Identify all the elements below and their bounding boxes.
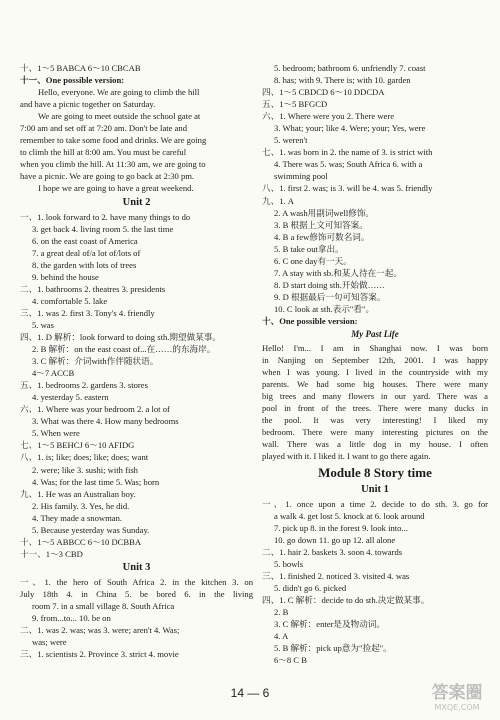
answer-line: 10. go down 11. go up 12. all alone: [274, 534, 396, 545]
answer-line: 六、1. Where were you 2. There were: [262, 111, 395, 122]
answer-line: 9. from...to... 10. be on: [32, 613, 111, 624]
answer-line: 七、1～5 BEHCJ 6～10 AFIDG: [20, 440, 135, 451]
answer-line: big trees and many flowers in our yard. There was a: [262, 391, 488, 402]
answer-line: 3. C 解析：enter是及物动词。: [274, 618, 385, 629]
answer-line: 4. A: [274, 631, 289, 642]
answer-line: 4. yesterday 5. eastern: [32, 392, 109, 403]
essay-title: My Past Life: [351, 329, 399, 340]
answer-line: 5. Because yesterday was Sunday.: [32, 524, 150, 535]
answer-line: Hello, everyone. We are going to climb the hill: [38, 87, 200, 98]
module-heading: Module 8 Story time: [318, 464, 432, 480]
answer-line: 6. C one day有一天。: [274, 255, 352, 266]
answer-line: 6～8 C B: [274, 655, 307, 666]
answer-line: when I was young. I lived in the countryside with my: [262, 367, 488, 378]
answer-line: 一、1. look forward to 2. have many things to do: [20, 211, 191, 222]
svg-text:MXQE.COM: MXQE.COM: [434, 703, 480, 712]
answer-line: 7. a great deal of/a lot of/lots of: [32, 247, 141, 258]
answer-line: 七、1. was born in 2. the name of 3. is strict with: [262, 147, 433, 158]
answer-line: 4. There was 5. was; South Africa 6. with a: [274, 159, 423, 170]
answer-line: 4. Was; for the last time 5. Was; born: [32, 476, 160, 487]
answer-line: 5. When were: [32, 428, 80, 439]
answer-line: 3. What was there 4. How many bedrooms: [32, 416, 179, 427]
section-label: 十、One possible version:: [262, 315, 358, 326]
answer-line: 5. B 解析：pick up意为"捡起"。: [274, 643, 392, 654]
answer-line: 3. B 根据上文可知答案。: [274, 219, 368, 230]
answer-line: July 18th 4. in China 5. be bored 6. in the living: [20, 588, 253, 599]
answer-line: 八、1. is; like; does; like; does; want: [20, 452, 149, 463]
answer-line: 5. bowls: [274, 558, 304, 569]
answer-line: I hope we are going to have a great weekend.: [38, 183, 194, 194]
answer-line: 一、1. once upon a time 2. decide to do sth. 3. go for: [262, 498, 488, 509]
unit-heading: Unit 1: [361, 483, 389, 495]
answer-line: 7:00 am and set off at 7:20 am. Don't be late and: [20, 123, 188, 134]
left-column: [20, 62, 253, 660]
answer-line: 2. were; like 3. sushi; with fish: [32, 464, 138, 475]
answer-line: was; were: [32, 637, 67, 648]
answer-line: 十、1～5 BABCA 6～10 CBCAB: [20, 63, 141, 73]
answer-line: 十、1～5 ABBCC 6～10 DCBBA: [20, 536, 142, 547]
answer-line: 五、1. bedrooms 2. gardens 3. stores: [20, 380, 148, 391]
answer-line: wall. There was a little dog in my house. I often: [262, 439, 488, 450]
section-label: 十一、One possible version:: [20, 75, 125, 86]
answer-line: played with it. I liked it. I want to go there again.: [262, 451, 431, 462]
answer-line: the pool. It was very interesting! I liked my: [262, 415, 488, 426]
answer-line: 九、1. A: [262, 195, 294, 206]
answer-line: remember to take some food and drinks. We are going: [20, 135, 207, 146]
answer-line: 4. B a few修饰可数名词。: [274, 231, 370, 242]
watermark-logo-icon: [422, 676, 492, 714]
answer-line: 2. B 解析：on the east coast of...在……的东海岸。: [32, 344, 216, 355]
answer-line: 九、1. He was an Australian boy.: [20, 488, 136, 499]
answer-line: 5. bedroom; bathroom 6. unfriendly 7. coast: [274, 63, 426, 73]
answer-line: 9. D 根据最后一句可知答案。: [274, 291, 386, 302]
answer-line: parents. We had some big houses. There were many: [262, 379, 488, 390]
answer-line: 4～7 ACCB: [32, 368, 75, 379]
answer-line: 十一、1～3 CBD: [20, 548, 83, 559]
answer-line: 四、1～5 CBDCD 6～10 DDCDA: [262, 87, 385, 98]
answer-line: 7. A stay with sb.和某人待在一起。: [274, 267, 402, 278]
page-number: 14 — 6: [230, 686, 270, 700]
answer-line: 3. get back 4. living room 5. the last time: [32, 223, 174, 234]
answer-line: Hello! I'm... I am in Shanghai now. I was born: [262, 343, 488, 354]
answer-line: bedroom. There were many interesting pictures on the: [262, 427, 488, 438]
right-column: [262, 62, 488, 666]
answer-line: 2. A wash用副词well修饰。: [274, 207, 375, 218]
answer-line: 4. They made a snowman.: [32, 512, 123, 523]
svg-text:答案圈: 答案圈: [431, 683, 483, 703]
unit-heading: Unit 2: [122, 196, 151, 208]
answer-line: 9. behind the house: [32, 271, 99, 282]
answer-line: 三、1. scientists 2. Province 3. strict 4. movie: [20, 649, 179, 660]
answer-line: 四、1. C 解析：decide to do sth.决定做某事。: [262, 594, 430, 605]
answer-line: 3. C 解析：介词with作伴随状语。: [32, 356, 159, 367]
answer-line: 五、1～5 BFGCD: [262, 99, 328, 110]
answer-line: room 7. in a small village 8. South Africa: [32, 600, 175, 611]
answer-line: have a picnic. We are going to go back at 2:30 pm.: [20, 171, 195, 182]
answer-line: 一、1. the hero of South Africa 2. in the kitchen 3. on: [20, 576, 253, 587]
answer-line: 四、1. D 解析：look forward to doing sth.期望做某事。: [20, 331, 221, 342]
answer-line: 二、1. was 2. was; was 3. were; aren't 4. Was;: [20, 625, 180, 636]
answer-line: 8. D start doing sth.开始做……: [274, 279, 385, 290]
answer-line: to climb the hill at 8:00 am. You must be careful: [20, 147, 187, 158]
answer-line: swimming pool: [274, 171, 328, 182]
answer-line: 5. didn't go 6. picked: [274, 582, 347, 593]
answer-line: 二、1. hair 2. baskets 3. soon 4. towards: [262, 546, 403, 557]
answer-line: 六、1. Where was your bedroom 2. a lot of: [20, 404, 170, 415]
answer-line: 10. C look at sth.表示"看"。: [274, 303, 375, 314]
answer-line: in Nanjing on September 12th, 2001. I was happy: [262, 355, 488, 366]
answer-line: 8. the garden with lots of trees: [32, 259, 137, 270]
answer-line: 5. was: [32, 319, 54, 330]
answer-line: 4. comfortable 5. lake: [32, 295, 108, 306]
answer-line: 5. weren't: [274, 135, 308, 146]
answer-line: when you climb the hill. At 11:30 am, we are going to: [20, 159, 206, 170]
answer-line: a walk 4. get lost 5. knock at 6. look around: [274, 510, 425, 521]
answer-line: 2. His family. 3. Yes, he did.: [32, 500, 130, 511]
answer-line: We are going to meet outside the school gate at: [38, 111, 201, 122]
answer-line: 三、1. was 2. first 3. Tony's 4. friendly: [20, 307, 155, 318]
unit-heading: Unit 3: [122, 561, 151, 573]
answer-line: 八、1. first 2. was; is 3. will be 4. was 5. friendly: [262, 183, 433, 194]
answer-line: 8. has; with 9. There is; with 10. garden: [274, 75, 411, 86]
answer-line: 6. on the east coast of America: [32, 235, 138, 246]
answer-line: 7. pick up 8. in the forest 9. look into...: [274, 522, 408, 533]
answer-line: 二、1. bathrooms 2. theatres 3. presidents: [20, 283, 166, 294]
answer-line: 3. What; your; like 4. Were; your; Yes, were: [274, 123, 426, 134]
answer-line: 三、1. finished 2. noticed 3. visited 4. was: [262, 570, 410, 581]
answer-line: 5. B take out拿出。: [274, 243, 344, 254]
answer-line: pool in front of the trees. There were many ducks in: [262, 403, 488, 414]
answer-line: and have a picnic together on Saturday.: [20, 99, 156, 110]
answer-line: 2. B: [274, 606, 289, 617]
